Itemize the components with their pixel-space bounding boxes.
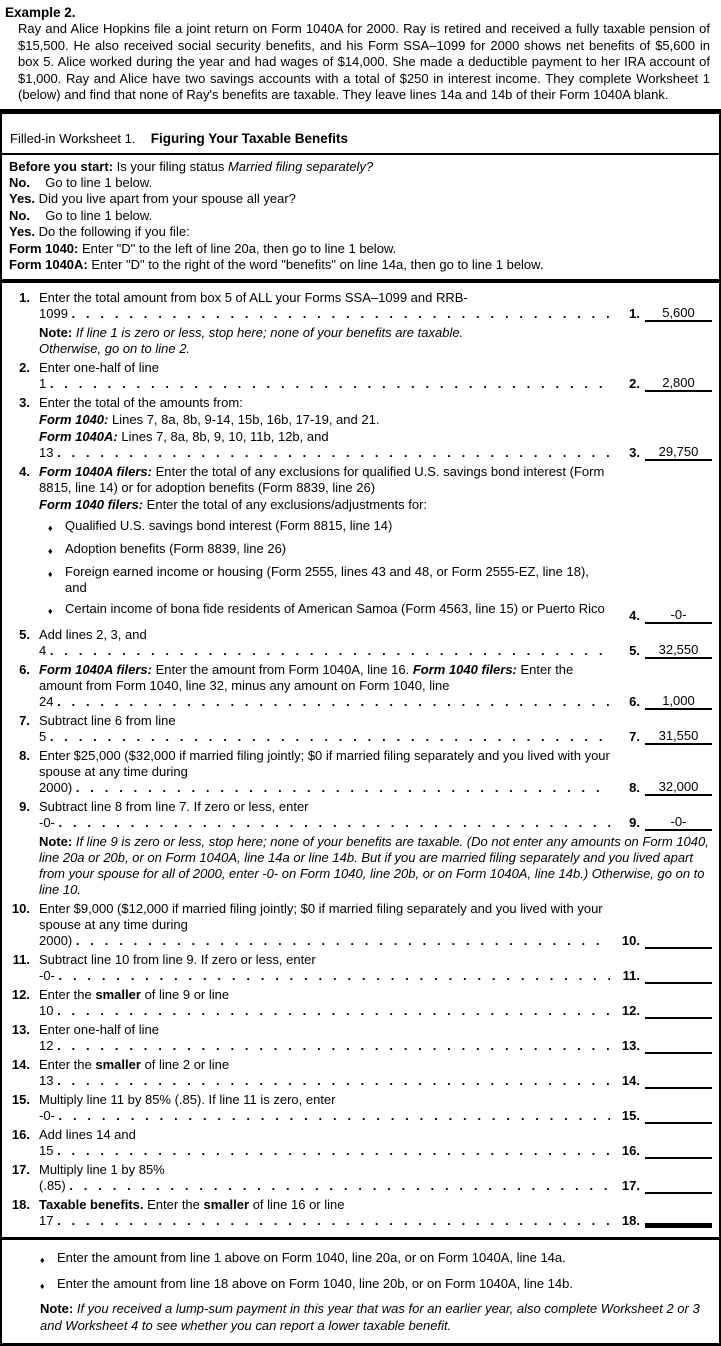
amount-entry xyxy=(614,1073,714,1089)
worksheet-line-14 xyxy=(6,1057,714,1089)
worksheet-line-16 xyxy=(6,1127,714,1159)
no-text: Go to line 1 below. xyxy=(45,175,152,190)
amount-entry xyxy=(614,1178,714,1194)
diamond-bullet-icon: ♦ xyxy=(48,518,65,536)
amount-value: 32,550 xyxy=(645,642,712,659)
amount-line-number: 4. xyxy=(614,608,640,624)
amount-value-blank xyxy=(645,934,712,949)
footer-bullet-2 xyxy=(40,1276,709,1295)
smaller-bold: smaller xyxy=(95,987,141,1002)
line-text: Subtract line 8 from line 7. If zero or less, enter -0- . . xyxy=(39,799,610,830)
yes-label: Yes. xyxy=(9,224,35,239)
line-text: Subtract line 6 from line 5 . . xyxy=(39,713,610,744)
diamond-bullet-icon: ♦ xyxy=(48,601,65,619)
form-1040a-lines: Lines 7, 8a, 8b, 9, 10, 11b, 12b, and 13 . . xyxy=(39,429,610,460)
amount-value: 2,800 xyxy=(645,375,712,392)
line-number: 15. xyxy=(6,1092,30,1108)
form-1040a-label: Form 1040A: xyxy=(39,429,118,444)
line-number: 10. xyxy=(6,901,30,917)
amount-entry xyxy=(614,375,714,392)
exclusions-text: Enter the total of any exclusions for qualified U.S. savings bond interest (Form 8815, line 14) or for adoption benefits (Form 8839, line 26) xyxy=(39,464,604,495)
line-number: 3. xyxy=(6,395,30,411)
before-start-question xyxy=(9,159,711,175)
filing-status-question: Is your filing status xyxy=(117,159,225,174)
form-1040a-filers-label: Form 1040A filers: xyxy=(39,662,152,677)
worksheet-line-8 xyxy=(6,748,714,796)
form-1040-filers-label: Form 1040 filers: xyxy=(39,497,143,512)
amount-entry xyxy=(614,1143,714,1159)
yes-label: Yes. xyxy=(9,191,35,206)
line-number: 18. xyxy=(6,1197,30,1213)
line-text: Enter the amount from Form 1040A, line 16. xyxy=(156,662,410,677)
amount-line-number: 14. xyxy=(614,1073,640,1089)
footer-bullet-1 xyxy=(40,1250,709,1269)
amount-entry xyxy=(614,1003,714,1019)
smaller-bold: smaller xyxy=(95,1057,141,1072)
exclusions-adjustments-text: Enter the total of any exclusions/adjustments for: xyxy=(147,497,427,512)
amount-value-blank xyxy=(645,1074,712,1089)
line-number: 12. xyxy=(6,987,30,1003)
line-text: of line 9 or line 10 . . xyxy=(39,987,610,1018)
amount-entry xyxy=(614,693,714,710)
worksheet-box xyxy=(0,109,721,1346)
worksheet-line-10 xyxy=(6,901,714,949)
amount-value-blank xyxy=(645,1144,712,1159)
form-1040-label: Form 1040: xyxy=(9,241,78,256)
amount-value-blank xyxy=(645,1004,712,1019)
note-text-2: Otherwise, go on to line 2. xyxy=(39,341,190,356)
amount-entry xyxy=(614,779,714,796)
yes-branch-1 xyxy=(9,191,711,207)
worksheet-line-15 xyxy=(6,1092,714,1124)
exclusion-bullet-1 xyxy=(48,518,610,536)
bullet-text: Adoption benefits (Form 8839, line 26) xyxy=(65,541,610,559)
diamond-bullet-icon: ♦ xyxy=(48,564,65,596)
line-number: 6. xyxy=(6,662,30,678)
form-1040-label: Form 1040: xyxy=(39,412,108,427)
worksheet-lines-section xyxy=(2,283,719,1240)
line-text: Enter the xyxy=(39,987,92,1002)
amount-line-number: 11. xyxy=(614,968,640,984)
amount-entry xyxy=(614,607,714,624)
bullet-text: Certain income of bona fide residents of American Samoa (Form 4563, line 15) or Puerto Rico xyxy=(65,601,610,619)
worksheet-title-prefix: Filled-in Worksheet 1. xyxy=(10,131,135,146)
note-text: If you received a lump-sum payment in this year that was for an earlier year, also complete Worksheet 2 or 3 and Worksheet 4 to see whether you can report a lower taxable benefit. xyxy=(40,1301,700,1333)
worksheet-line-3 xyxy=(6,395,714,461)
worksheet-line-18 xyxy=(6,1197,714,1229)
note-text: If line 1 is zero or less, stop here; none of your benefits are taxable. xyxy=(76,325,463,340)
line-text: Subtract line 10 from line 9. If zero or less, enter -0- . . xyxy=(39,952,610,983)
no-label: No. xyxy=(9,208,30,223)
before-you-start-section xyxy=(2,155,719,284)
amount-entry xyxy=(614,1108,714,1124)
worksheet-line-12 xyxy=(6,987,714,1019)
amount-entry xyxy=(614,642,714,659)
amount-value-blank xyxy=(645,969,712,984)
line-text: Enter the xyxy=(39,1057,92,1072)
line-text: of line 16 or line 17 . . xyxy=(39,1197,610,1228)
line-text: Enter $9,000 ($12,000 if married filing jointly; $0 if married filing separately and you lived with your spouse at any time during 2000) . . xyxy=(39,901,610,948)
amount-line-number: 12. xyxy=(614,1003,640,1019)
amount-value: -0- xyxy=(645,607,712,624)
form-1040-lines: Lines 7, 8a, 8b, 9-14, 15b, 16b, 17-19, and 21. xyxy=(112,412,379,427)
worksheet-title: Figuring Your Taxable Benefits xyxy=(151,131,348,146)
example-heading: Example 2. xyxy=(5,4,713,21)
amount-entry xyxy=(614,1210,714,1229)
amount-value: 1,000 xyxy=(645,693,712,710)
no-branch-2 xyxy=(9,208,711,224)
exclusion-bullet-4 xyxy=(48,601,610,619)
before-start-label: Before you start: xyxy=(9,159,113,174)
line-text: Multiply line 11 by 85% (.85). If line 11 is zero, enter -0- . . xyxy=(39,1092,610,1123)
form-1040-filers-label: Form 1040 filers: xyxy=(413,662,517,677)
amount-line-number: 8. xyxy=(614,780,640,796)
line-text: Enter one-half of line 12 . . xyxy=(39,1022,610,1053)
note-label: Note: xyxy=(39,834,72,849)
line-text: Enter one-half of line 1 . . xyxy=(39,360,610,391)
amount-entry xyxy=(614,1038,714,1054)
filing-status-italic: Married filing separately? xyxy=(228,159,373,174)
line-number: 14. xyxy=(6,1057,30,1073)
bullet-text: Qualified U.S. savings bond interest (Form 8815, line 14) xyxy=(65,518,610,536)
diamond-bullet-icon: ♦ xyxy=(48,541,65,559)
line-text: Multiply line 1 by 85% (.85) . . xyxy=(39,1162,610,1193)
yes-text: Did you live apart from your spouse all year? xyxy=(39,191,296,206)
amount-line-number: 5. xyxy=(614,643,640,659)
line-text: Enter the total of the amounts from: xyxy=(39,395,243,410)
bullet-text: Foreign earned income or housing (Form 2555, lines 43 and 48, or Form 2555-EZ, line 18), and xyxy=(65,564,610,596)
amount-line-number: 7. xyxy=(614,729,640,745)
amount-entry xyxy=(614,728,714,745)
amount-entry xyxy=(614,933,714,949)
amount-line-number: 17. xyxy=(614,1178,640,1194)
note-label: Note: xyxy=(39,325,72,340)
amount-value: 32,000 xyxy=(645,779,712,796)
amount-entry xyxy=(614,305,714,322)
footer-bullet-text: Enter the amount from line 1 above on Form 1040, line 20a, or on Form 1040A, line 14a. xyxy=(57,1250,709,1269)
amount-entry xyxy=(614,814,714,831)
diamond-bullet-icon: ♦ xyxy=(40,1276,57,1295)
amount-line-number: 9. xyxy=(614,815,640,831)
amount-entry xyxy=(614,444,714,461)
amount-line-number: 6. xyxy=(614,694,640,710)
no-branch-1 xyxy=(9,175,711,191)
exclusion-bullet-3 xyxy=(48,564,610,596)
amount-value-blank xyxy=(645,1179,712,1194)
exclusion-bullet-2 xyxy=(48,541,610,559)
worksheet-footer xyxy=(2,1240,719,1343)
amount-value-blank xyxy=(645,1109,712,1124)
no-label: No. xyxy=(9,175,30,190)
line-text: Enter the xyxy=(147,1197,200,1212)
worksheet-titlebar xyxy=(2,114,719,155)
line-number: 8. xyxy=(6,748,30,764)
line-text: of line 2 or line 13 . . xyxy=(39,1057,610,1088)
form-1040a-instruction xyxy=(9,257,711,273)
line-text: Enter the amount from Form 1040, line 32, minus any amount on Form 1040, line 24 . . xyxy=(39,662,610,709)
amount-value: 29,750 xyxy=(645,444,712,461)
amount-line-number: 13. xyxy=(614,1038,640,1054)
line-number: 11. xyxy=(6,952,30,968)
footer-bullet-text: Enter the amount from line 18 above on Form 1040, line 20b, or on Form 1040A, line 14b. xyxy=(57,1276,709,1295)
amount-value: 5,600 xyxy=(645,305,712,322)
worksheet-line-9 xyxy=(6,799,714,831)
yes-branch-2 xyxy=(9,224,711,240)
amount-line-number: 2. xyxy=(614,376,640,392)
line-text: Add lines 2, 3, and 4 . . xyxy=(39,627,610,658)
example-body: Ray and Alice Hopkins file a joint return on Form 1040A for 2000. Ray is retired and received a fully taxable pension of $15,500. He also received social security benefits, and his Form SSA–1099 for 2000 shows net benefits of $5,600 in box 5. Alice worked during the year and had wages of $14,000. She made a deductible payment to her IRA account of $1,000. Ray and Alice have two savings accounts with a total of $250 in interest income. They complete Worksheet 1 (below) and find that none of Ray's benefits are taxable. They leave lines 14a and 14b of their Form 1040A blank. xyxy=(18,21,710,104)
line-number: 5. xyxy=(6,627,30,643)
amount-value-blank xyxy=(645,1039,712,1054)
worksheet-line-4 xyxy=(6,464,714,624)
amount-line-number: 10. xyxy=(614,933,640,949)
line-number: 4. xyxy=(6,464,30,480)
taxable-benefits-bold: Taxable benefits. xyxy=(39,1197,144,1212)
worksheet-line-13 xyxy=(6,1022,714,1054)
amount-value-blank xyxy=(645,1210,712,1225)
line-number: 9. xyxy=(6,799,30,815)
no-text: Go to line 1 below. xyxy=(45,208,152,223)
line-number: 7. xyxy=(6,713,30,729)
note-label: Note: xyxy=(40,1301,73,1316)
amount-line-number: 1. xyxy=(614,306,640,322)
footer-note xyxy=(40,1301,709,1334)
worksheet-line-1 xyxy=(6,290,714,322)
worksheet-line-5 xyxy=(6,627,714,659)
worksheet-line-17 xyxy=(6,1162,714,1194)
line-number: 13. xyxy=(6,1022,30,1038)
worksheet-line-1-note xyxy=(6,325,714,357)
amount-line-number: 18. xyxy=(614,1213,640,1229)
worksheet-line-9-note xyxy=(6,834,714,898)
amount-line-number: 3. xyxy=(614,445,640,461)
form-1040-instruction xyxy=(9,241,711,257)
line-number: 2. xyxy=(6,360,30,376)
smaller-bold: smaller xyxy=(204,1197,250,1212)
worksheet-line-6 xyxy=(6,662,714,710)
worksheet-line-7 xyxy=(6,713,714,745)
example-section xyxy=(0,0,721,104)
diamond-bullet-icon: ♦ xyxy=(40,1250,57,1269)
amount-line-number: 16. xyxy=(614,1143,640,1159)
line-text: Enter $25,000 ($32,000 if married filing jointly; $0 if married filing separately and you lived with your spouse at any time during 2000) . . xyxy=(39,748,610,795)
worksheet-line-11 xyxy=(6,952,714,984)
amount-line-number: 15. xyxy=(614,1108,640,1124)
yes-text: Do the following if you file: xyxy=(39,224,190,239)
amount-value: 31,550 xyxy=(645,728,712,745)
note-text: If line 9 is zero or less, stop here; none of your benefits are taxable. (Do not enter any amounts on Form 1040, line 20a or 20b, or on Form 1040A, line 14a or line 14b. But if you are married filing separately and you lived apart from your spouse for all of 2000, enter -0- on Form 1040, line 20b, or on Form 1040A, line 14b.) Otherwise, go on to line 10. xyxy=(39,834,709,897)
form-1040a-text: Enter "D" to the right of the word "benefits" on line 14a, then go to line 1 below. xyxy=(91,257,543,272)
line-text: Add lines 14 and 15 . . xyxy=(39,1127,610,1158)
line-text: Enter the total amount from box 5 of ALL your Forms SSA–1099 and RRB-1099 . . xyxy=(39,290,610,321)
line-number: 1. xyxy=(6,290,30,306)
amount-entry xyxy=(614,968,714,984)
form-1040a-label: Form 1040A: xyxy=(9,257,88,272)
line-number: 16. xyxy=(6,1127,30,1143)
line-number: 17. xyxy=(6,1162,30,1178)
worksheet-line-2 xyxy=(6,360,714,392)
form-1040-text: Enter "D" to the left of line 20a, then go to line 1 below. xyxy=(82,241,396,256)
form-1040a-filers-label: Form 1040A filers: xyxy=(39,464,152,479)
amount-value: -0- xyxy=(645,814,712,831)
